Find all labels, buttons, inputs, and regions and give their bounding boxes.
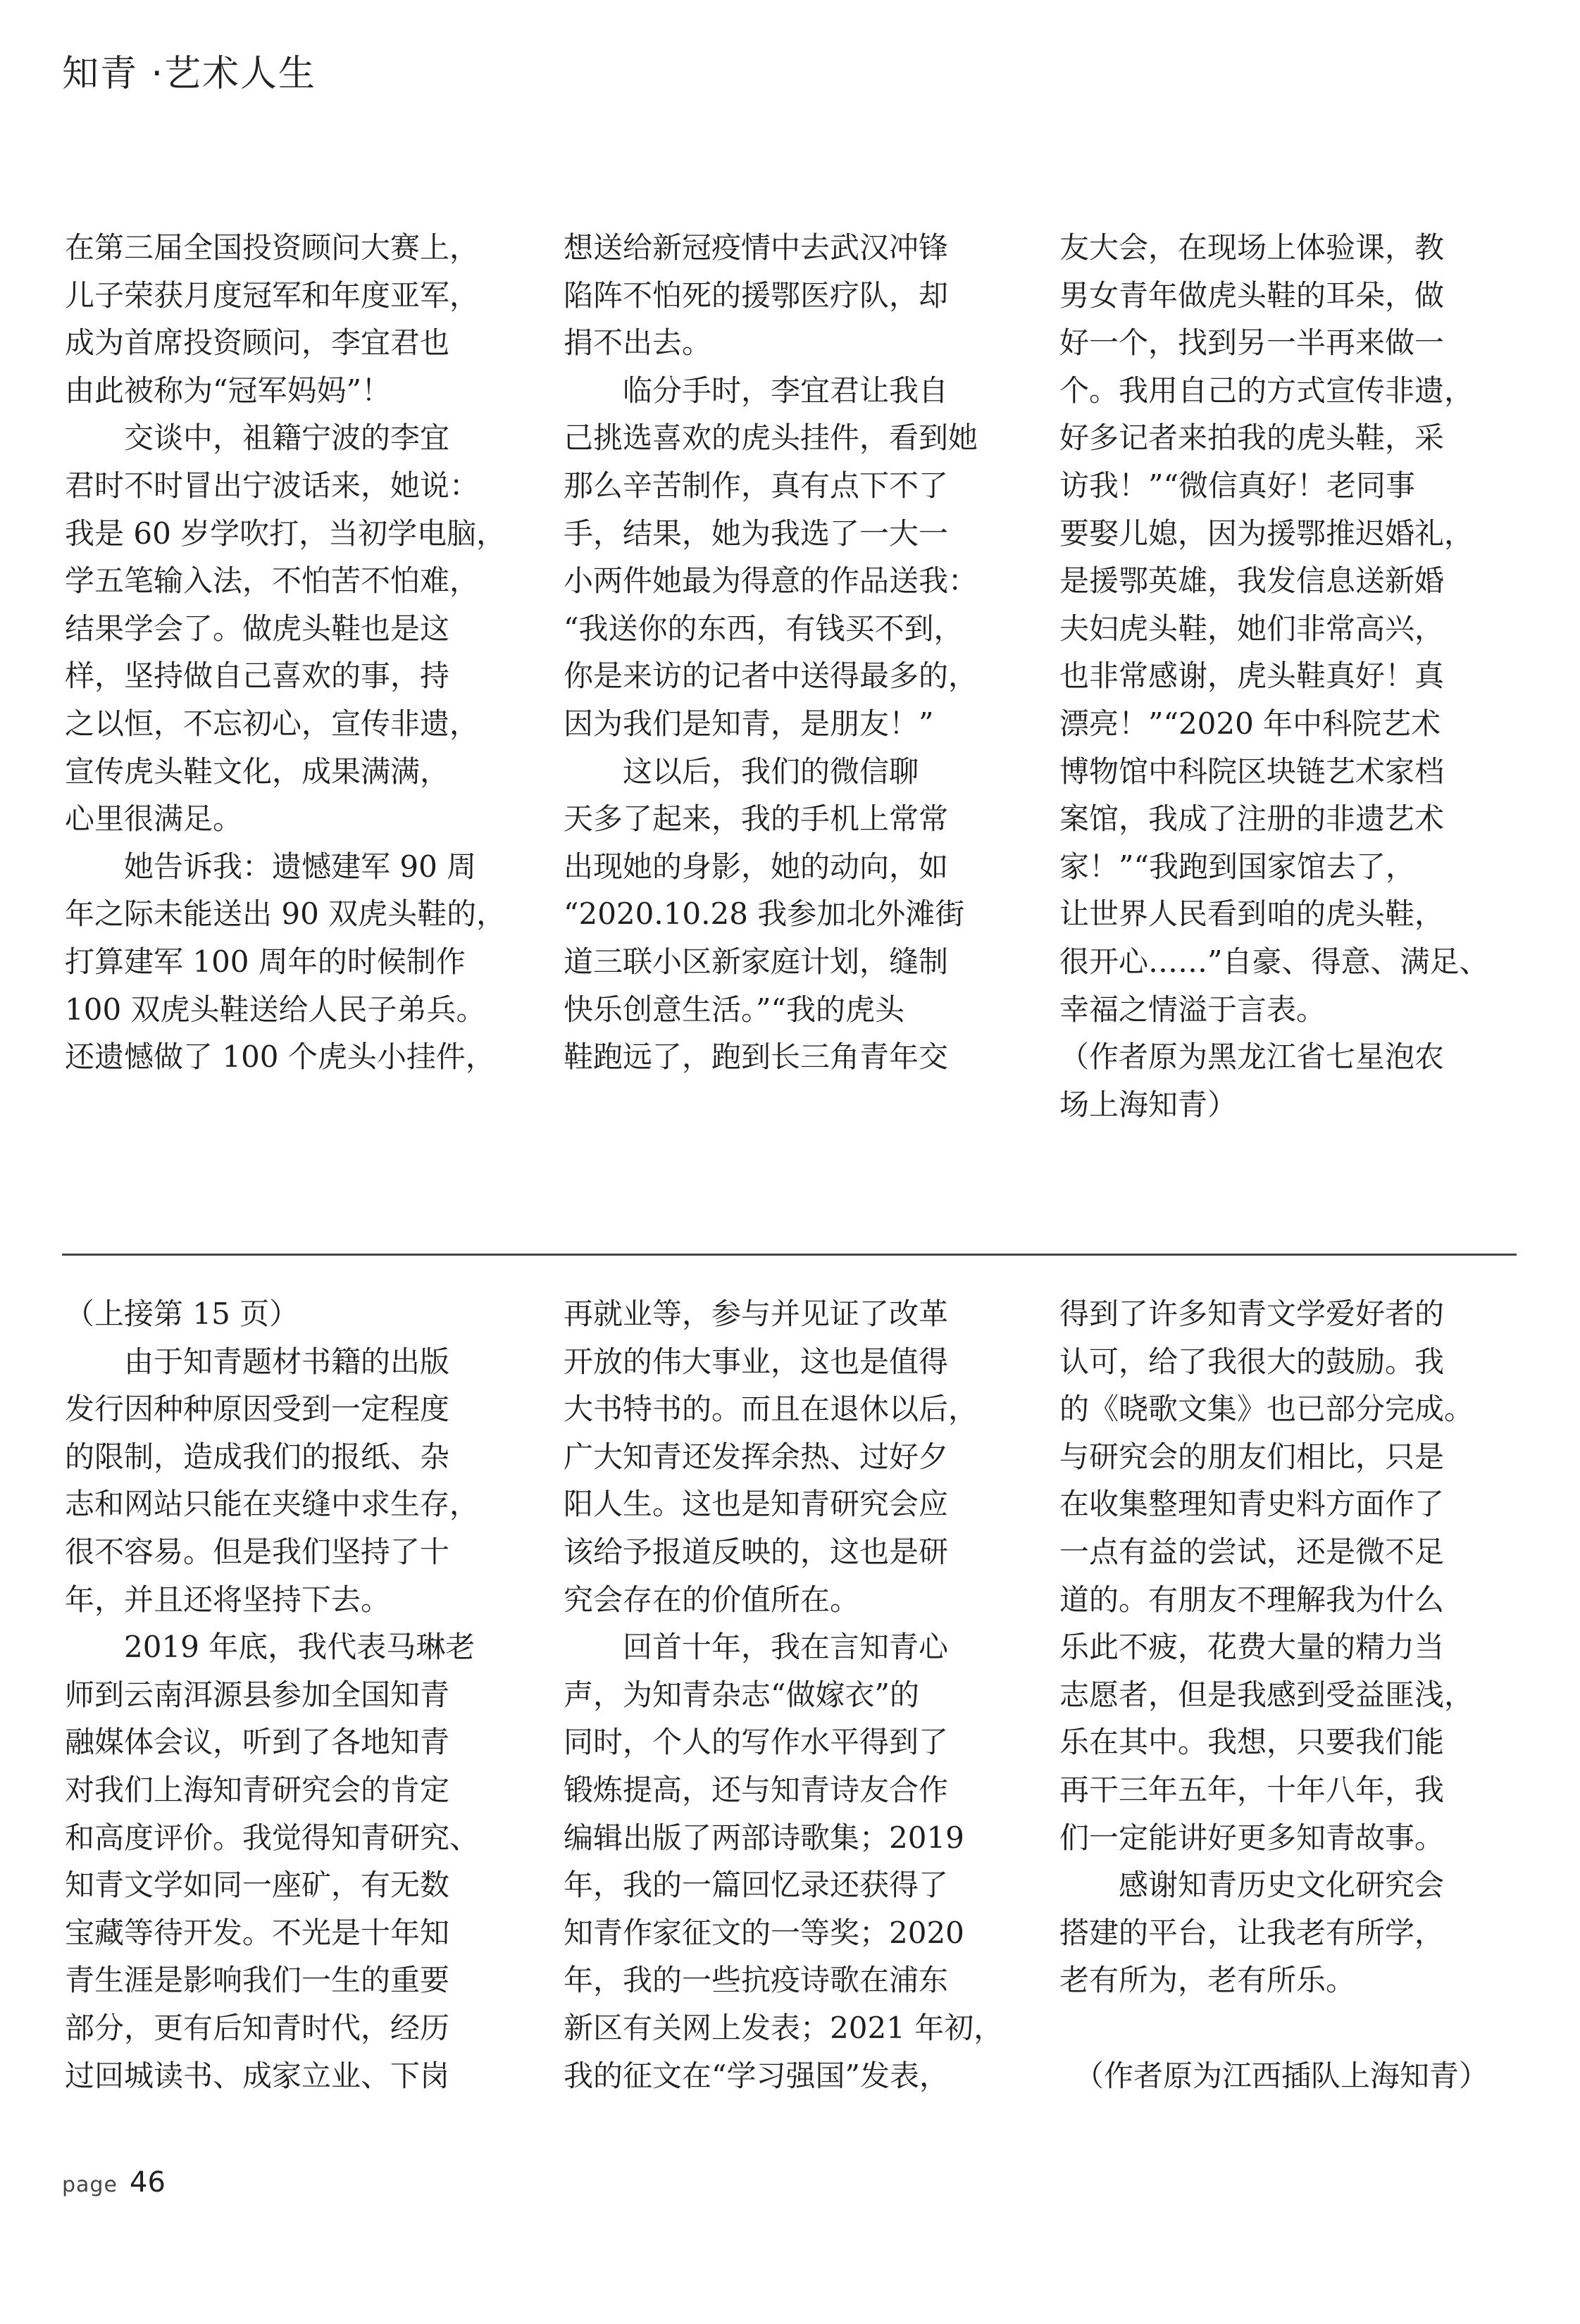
text-line: 临分手时，李宜君让我自 (564, 373, 949, 408)
text-line: 认可，给了我很大的鼓励。我 (1059, 1344, 1445, 1379)
text-line: “2020.10.28 我参加北外滩街 (564, 897, 965, 932)
text-line: 100 双虎头鞋送给人民子弟兵。 (65, 992, 486, 1027)
text-line: 那么辛苦制作，真有点下不了 (564, 468, 949, 503)
text-line: 男女青年做虎头鞋的耳朵，做 (1059, 277, 1445, 313)
text-line: 过回城读书、成家立业、下岗 (65, 2058, 450, 2093)
text-line: 同时，个人的写作水平得到了 (564, 1725, 949, 1760)
text-line: 这以后，我们的微信聊 (564, 754, 919, 789)
text-line: 博物馆中科院区块链艺术家档 (1059, 754, 1445, 789)
text-line: 年，并且还将坚持下去。 (65, 1582, 391, 1617)
text-line: 友大会，在现场上体验课，教 (1059, 230, 1445, 265)
text-line: 声，为知青杂志“做嫁衣”的 (564, 1677, 919, 1712)
text-line: 要娶儿媳，因为援鄂推迟婚礼， (1059, 516, 1474, 551)
text-line: 打算建军 100 周年的时候制作 (65, 944, 466, 979)
top-column-1 (65, 224, 509, 1081)
text-line: 究会存在的价值所在。 (564, 1582, 860, 1617)
text-line: 开放的伟大事业，这也是值得 (564, 1344, 949, 1379)
text-line: 一点有益的尝试，还是微不足 (1059, 1534, 1445, 1569)
text-line: 还遗憾做了 100 个虎头小挂件， (65, 1039, 495, 1075)
text-line: 鞋跑远了，跑到长三角青年交 (564, 1039, 949, 1075)
text-line: （作者原为江西插队上海知青） (1059, 2058, 1489, 2093)
top-column-2 (564, 224, 1007, 1081)
text-line: 学五笔输入法，不怕苦不怕难， (65, 563, 480, 599)
text-line: 出现她的身影，她的动向，如 (564, 849, 949, 884)
text-line: 儿子荣获月度冠军和年度亚军， (65, 277, 480, 313)
text-line: 君时不时冒出宁波话来，她说： (65, 468, 480, 503)
text-line: 们一定能讲好更多知青故事。 (1059, 1820, 1445, 1855)
section-divider (62, 1254, 1517, 1256)
text-line: 乐此不疲，花费大量的精力当 (1059, 1630, 1445, 1665)
text-line: 该给予报道反映的，这也是研 (564, 1534, 949, 1569)
page-number: 46 (130, 2166, 166, 2199)
text-line: 也非常感谢，虎头鞋真好！真 (1059, 658, 1445, 694)
text-line: 好多记者来拍我的虎头鞋，采 (1059, 420, 1445, 456)
text-line: 搭建的平台，让我老有所学， (1059, 1915, 1445, 1950)
text-line: 的限制，造成我们的报纸、杂 (65, 1439, 450, 1474)
text-line: 师到云南洱源县参加全国知青 (65, 1677, 450, 1712)
text-line: 陷阵不怕死的援鄂医疗队，却 (564, 277, 949, 313)
text-line: 小两件她最为得意的作品送我： (564, 563, 978, 599)
page-footer (62, 2166, 166, 2199)
text-line: 成为首席投资顾问，李宜君也 (65, 325, 450, 361)
text-line: 与研究会的朋友们相比，只是 (1059, 1439, 1445, 1474)
text-line: 家！”“我跑到国家馆去了， (1059, 849, 1415, 884)
text-line: 很开心……”自豪、得意、满足、 (1059, 944, 1489, 979)
bottom-column-3 (1059, 1290, 1503, 2099)
text-line: 年，我的一篇回忆录还获得了 (564, 1868, 949, 1903)
text-line: 夫妇虎头鞋，她们非常高兴， (1059, 611, 1445, 646)
text-line: 得到了许多知青文学爱好者的 (1059, 1297, 1445, 1331)
text-line: 感谢知青历史文化研究会 (1059, 1868, 1445, 1903)
text-line: 在收集整理知青史料方面作了 (1059, 1487, 1445, 1522)
text-line: 由于知青题材书籍的出版 (65, 1344, 450, 1379)
text-line: 大书特书的。而且在退休以后， (564, 1392, 978, 1427)
text-line: 志和网站只能在夹缝中求生存， (65, 1487, 480, 1522)
text-line (1059, 2004, 1503, 2052)
text-line: 是援鄂英雄，我发信息送新婚 (1059, 563, 1445, 599)
page-label: page (62, 2173, 118, 2197)
text-line: 发行因种种原因受到一定程度 (65, 1392, 450, 1427)
text-line: （上接第 15 页） (65, 1297, 299, 1331)
text-line: 宣传虎头鞋文化，成果满满， (65, 754, 450, 789)
text-line: 在第三届全国投资顾问大赛上， (65, 230, 480, 265)
text-line: 幸福之情溢于言表。 (1059, 992, 1326, 1027)
text-line: 青生涯是影响我们一生的重要 (65, 1963, 450, 1998)
text-line: 知青文学如同一座矿，有无数 (65, 1868, 450, 1903)
text-line: 案馆，我成了注册的非遗艺术 (1059, 801, 1445, 837)
text-line: 样，坚持做自己喜欢的事，持 (65, 658, 450, 694)
text-line: 编辑出版了两部诗歌集；2019 (564, 1820, 964, 1855)
text-line: 捐不出去。 (564, 325, 712, 361)
text-line: 道的。有朋友不理解我为什么 (1059, 1582, 1445, 1617)
text-line: 快乐创意生活。”“我的虎头 (564, 992, 904, 1027)
text-line: 对我们上海知青研究会的肯定 (65, 1772, 450, 1807)
text-line: 天多了起来，我的手机上常常 (564, 801, 949, 837)
text-line: 阳人生。这也是知青研究会应 (564, 1487, 949, 1522)
text-line: 让世界人民看到咱的虎头鞋， (1059, 897, 1445, 932)
page-header-title: 知青 ·艺术人生 (62, 53, 317, 95)
text-line: “我送你的东西，有钱买不到， (564, 611, 964, 646)
text-line: 道三联小区新家庭计划，缝制 (564, 944, 949, 979)
text-line: 锻炼提高，还与知青诗友合作 (564, 1772, 949, 1807)
top-column-3 (1059, 224, 1503, 1128)
text-line: 年，我的一些抗疫诗歌在浦东 (564, 1963, 949, 1998)
text-line: 心里很满足。 (65, 801, 243, 837)
text-line: 志愿者，但是我感到受益匪浅， (1059, 1677, 1474, 1712)
text-line: 己挑选喜欢的虎头挂件，看到她 (564, 420, 978, 456)
text-line: 漂亮！”“2020 年中科院艺术 (1059, 706, 1441, 741)
text-line: 和高度评价。我觉得知青研究、 (65, 1820, 480, 1855)
text-line: 由此被称为“冠军妈妈”！ (65, 373, 391, 408)
text-line: 新区有关网上发表；2021 年初， (564, 2010, 1004, 2045)
text-line: 交谈中，祖籍宁波的李宜 (65, 420, 450, 456)
text-line: 再就业等，参与并见证了改革 (564, 1297, 949, 1331)
text-line: 宝藏等待开发。不光是十年知 (65, 1915, 450, 1950)
text-line: 访我！”“微信真好！老同事 (1059, 468, 1415, 503)
text-line: 再干三年五年，十年八年，我 (1059, 1772, 1445, 1807)
text-line: 广大知青还发挥余热、过好夕 (564, 1439, 949, 1474)
text-line: 个。我用自己的方式宣传非遗， (1059, 373, 1474, 408)
text-line: 融媒体会议，听到了各地知青 (65, 1725, 450, 1760)
text-line: 她告诉我：遗憾建军 90 周 (65, 849, 477, 884)
text-line: 因为我们是知青，是朋友！” (564, 706, 934, 741)
bottom-column-1 (65, 1290, 509, 2099)
text-line: 结果学会了。做虎头鞋也是这 (65, 611, 450, 646)
text-line: 我是 60 岁学吹打，当初学电脑， (65, 516, 506, 551)
text-line: 很不容易。但是我们坚持了十 (65, 1534, 450, 1569)
text-line: 的《晓歌文集》也已部分完成。 (1059, 1392, 1474, 1427)
text-line: （作者原为黑龙江省七星泡农 (1059, 1039, 1445, 1075)
text-line: 部分，更有后知青时代，经历 (65, 2010, 450, 2045)
text-line: 手，结果，她为我选了一大一 (564, 516, 949, 551)
text-line: 我的征文在“学习强国”发表， (564, 2058, 949, 2093)
text-line: 好一个，找到另一半再来做一 (1059, 325, 1445, 361)
bottom-column-2 (564, 1290, 1007, 2099)
text-line: 想送给新冠疫情中去武汉冲锋 (564, 230, 949, 265)
text-line: 乐在其中。我想，只要我们能 (1059, 1725, 1445, 1760)
text-line: 之以恒，不忘初心，宣传非遗， (65, 706, 480, 741)
text-line: 知青作家征文的一等奖；2020 (564, 1915, 964, 1950)
text-line: 你是来访的记者中送得最多的， (564, 658, 978, 694)
text-line: 回首十年，我在言知青心 (564, 1630, 949, 1665)
text-line: 场上海知青） (1059, 1087, 1238, 1122)
text-line: 2019 年底，我代表马琳老 (65, 1630, 475, 1665)
text-line: 年之际未能送出 90 双虎头鞋的， (65, 897, 506, 932)
text-line: 老有所为，老有所乐。 (1059, 1963, 1356, 1998)
